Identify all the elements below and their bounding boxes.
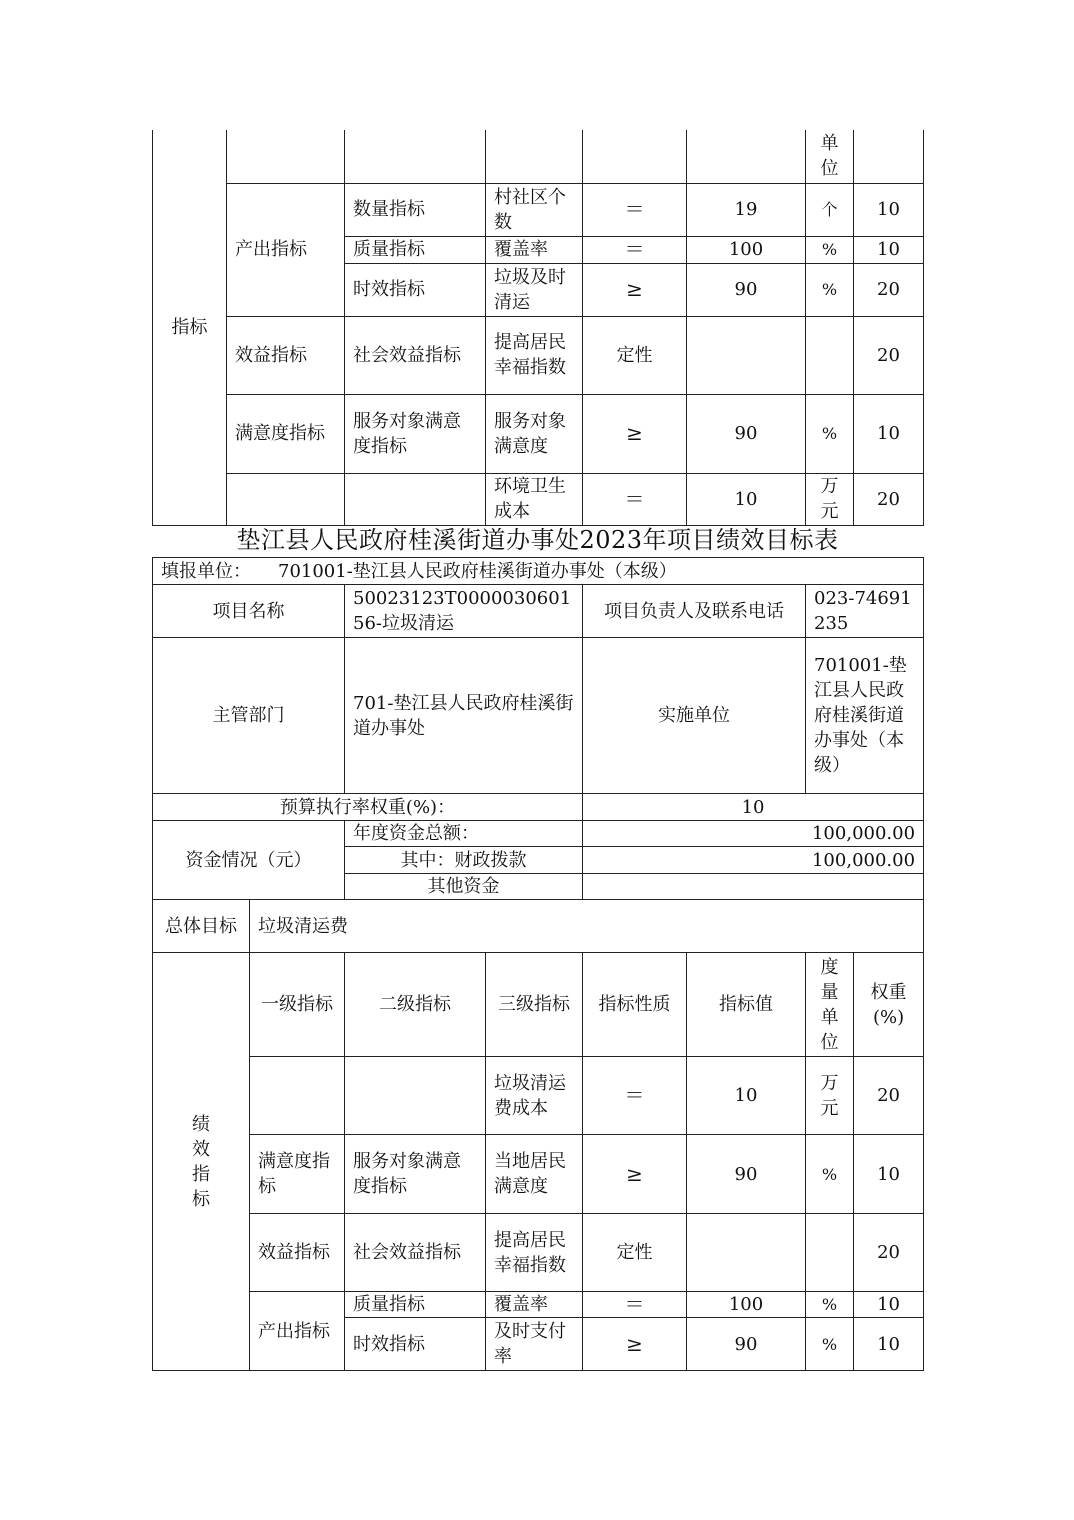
unit-cell	[806, 1214, 854, 1292]
perf-indicator-label: 绩效指标	[153, 953, 250, 1371]
header-level2: 二级指标	[345, 953, 486, 1057]
level3-coverage: 覆盖率	[486, 236, 583, 263]
leader-label: 项目负责人及联系电话	[583, 585, 806, 638]
performance-target-table	[152, 557, 924, 1371]
header-unit: 度量单位	[806, 953, 854, 1057]
level2-service-satisfaction: 服务对象满意度指标	[345, 394, 486, 473]
unit-header-tail: 单位	[806, 130, 854, 183]
project-name-label: 项目名称	[153, 585, 345, 638]
funds-total-value: 100,000.00	[583, 821, 924, 847]
level2-quantity: 数量指标	[345, 183, 486, 236]
nature-cell: 定性	[583, 1214, 687, 1292]
level2-social-benefit: 社会效益指标	[345, 1214, 486, 1292]
unit-cell: %	[806, 394, 854, 473]
level2-empty	[345, 473, 486, 525]
level1-output: 产出指标	[250, 1292, 345, 1371]
funds-fiscal-label: 其中：财政拨款	[345, 847, 583, 874]
header-value: 指标值	[687, 953, 806, 1057]
dept-value: 701-垫江县人民政府桂溪街道办事处	[345, 638, 583, 794]
perf-indicator-label-tail: 指标	[153, 130, 227, 525]
level1-empty	[227, 473, 345, 525]
level2-quality: 质量指标	[345, 236, 486, 263]
unit-cell	[806, 316, 854, 394]
weight-cell: 10	[854, 394, 924, 473]
header-level1: 一级指标	[250, 953, 345, 1057]
unit-cell: %	[806, 1292, 854, 1318]
funds-label: 资金情况（元）	[153, 821, 345, 900]
nature-cell: ＝	[583, 1057, 687, 1135]
value-cell: 90	[687, 394, 806, 473]
level3-happiness: 提高居民幸福指数	[486, 316, 583, 394]
dept-label: 主管部门	[153, 638, 345, 794]
budget-rate-label: 预算执行率权重(%)：	[153, 794, 583, 821]
weight-cell: 10	[854, 1318, 924, 1371]
level2-timeliness: 时效指标	[345, 1318, 486, 1371]
nature-cell: ＝	[583, 236, 687, 263]
level3-coverage: 覆盖率	[486, 1292, 583, 1318]
nature-cell: ＝	[583, 183, 687, 236]
unit-cell: %	[806, 236, 854, 263]
level2-quality: 质量指标	[345, 1292, 486, 1318]
nature-cell: 定性	[583, 316, 687, 394]
level3-happiness: 提高居民幸福指数	[486, 1214, 583, 1292]
funds-total-label: 年度资金总额：	[345, 821, 583, 847]
level2-empty	[345, 1057, 486, 1135]
funds-other-value	[583, 874, 924, 900]
indicator-table-continued	[152, 130, 924, 526]
value-cell: 90	[687, 1135, 806, 1214]
goal-label: 总体目标	[153, 900, 250, 953]
unit-cell: 万元	[806, 473, 854, 525]
value-cell: 90	[687, 263, 806, 316]
nature-cell: ＝	[583, 1292, 687, 1318]
value-cell: 19	[687, 183, 806, 236]
page-title: 垫江县人民政府桂溪街道办事处2023年项目绩效目标表	[236, 526, 839, 554]
nature-cell: ＝	[583, 473, 687, 525]
level1-output: 产出指标	[227, 183, 345, 316]
fill-unit-row: 填报单位： 701001-垫江县人民政府桂溪街道办事处（本级）	[153, 558, 924, 585]
level3-timely-payment: 及时支付率	[486, 1318, 583, 1371]
value-cell	[687, 1214, 806, 1292]
nature-cell: ≥	[583, 263, 687, 316]
leader-phone: 023-74691235	[806, 585, 924, 638]
nature-cell: ≥	[583, 1318, 687, 1371]
value-cell: 90	[687, 1318, 806, 1371]
header-level3: 三级指标	[486, 953, 583, 1057]
weight-cell: 10	[854, 236, 924, 263]
project-name-value: 50023123T000003060156-垃圾清运	[345, 585, 583, 638]
level1-satisfaction: 满意度指标	[250, 1135, 345, 1214]
level1-benefit: 效益指标	[250, 1214, 345, 1292]
level2-social-benefit: 社会效益指标	[345, 316, 486, 394]
value-cell: 10	[687, 1057, 806, 1135]
level3-service-satisfaction: 服务对象满意度	[486, 394, 583, 473]
weight-cell: 20	[854, 1057, 924, 1135]
header-weight: 权重(%)	[854, 953, 924, 1057]
weight-cell: 20	[854, 1214, 924, 1292]
unit-cell: %	[806, 1318, 854, 1371]
nature-cell: ≥	[583, 1135, 687, 1214]
value-cell: 100	[687, 236, 806, 263]
nature-cell: ≥	[583, 394, 687, 473]
value-cell: 100	[687, 1292, 806, 1318]
weight-cell: 20	[854, 263, 924, 316]
impl-value: 701001-垫江县人民政府桂溪街道办事处（本级）	[806, 638, 924, 794]
weight-cell: 10	[854, 1135, 924, 1214]
funds-other-label: 其他资金	[345, 874, 583, 900]
weight-cell: 20	[854, 473, 924, 525]
value-cell	[687, 316, 806, 394]
level3-sanitation-cost: 环境卫生成本	[486, 473, 583, 525]
value-cell: 10	[687, 473, 806, 525]
budget-rate-value: 10	[583, 794, 924, 821]
goal-value: 垃圾清运费	[250, 900, 924, 953]
unit-cell: 个	[806, 183, 854, 236]
level1-satisfaction: 满意度指标	[227, 394, 345, 473]
level3-resident-satisfaction: 当地居民满意度	[486, 1135, 583, 1214]
level1-empty	[250, 1057, 345, 1135]
level2-service-satisfaction: 服务对象满意度指标	[345, 1135, 486, 1214]
level3-garbage-timely: 垃圾及时清运	[486, 263, 583, 316]
header-nature: 指标性质	[583, 953, 687, 1057]
impl-label: 实施单位	[583, 638, 806, 794]
unit-cell: %	[806, 263, 854, 316]
weight-cell: 10	[854, 1292, 924, 1318]
weight-cell: 10	[854, 183, 924, 236]
level3-cleanup-cost: 垃圾清运费成本	[486, 1057, 583, 1135]
unit-cell: 万元	[806, 1057, 854, 1135]
funds-fiscal-value: 100,000.00	[583, 847, 924, 874]
weight-cell: 20	[854, 316, 924, 394]
unit-cell: %	[806, 1135, 854, 1214]
level1-benefit: 效益指标	[227, 316, 345, 394]
level2-timeliness: 时效指标	[345, 263, 486, 316]
level3-village-count: 村社区个数	[486, 183, 583, 236]
